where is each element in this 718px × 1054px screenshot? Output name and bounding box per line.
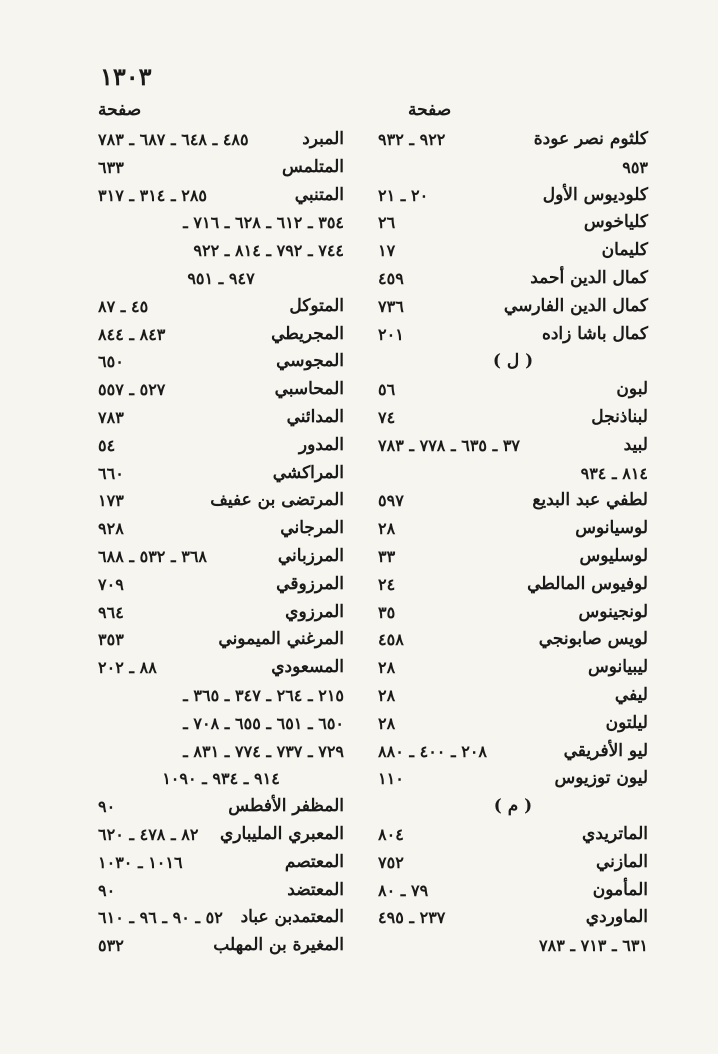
entry-page-numbers: ٤٥٩ [378, 268, 404, 288]
index-entry-continuation [98, 765, 344, 793]
index-entry [98, 432, 344, 460]
entry-name: لبيد [623, 434, 648, 455]
entry-page-numbers: ٢٨ [378, 685, 396, 705]
index-entry [98, 571, 344, 599]
index-entry [378, 682, 648, 710]
entry-name: كليمان [601, 240, 648, 261]
index-entry [98, 932, 344, 960]
index-entry [378, 626, 648, 654]
index-entry [378, 237, 648, 265]
entry-name: لوفيوس المالطي [527, 573, 648, 594]
index-entry [98, 877, 344, 905]
entry-page-numbers: ٦٥٠ ـ ٦٥١ ـ ٦٥٥ ـ ٧٠٨ ـ [183, 713, 344, 733]
page-column-header: صفحة [98, 100, 142, 120]
index-entry [378, 765, 648, 793]
entry-name: لبناذنجل [591, 406, 648, 427]
entry-page-numbers: ٩٦٤ [98, 602, 124, 622]
entry-name: ليبيانوس [587, 657, 648, 678]
index-entry [378, 432, 648, 460]
entry-name: لوسيانوس [575, 518, 648, 539]
index-entry [378, 599, 648, 627]
entry-page-numbers: ٩٥٣ [622, 157, 648, 177]
index-entry-continuation [98, 237, 344, 265]
entry-page-numbers: ٦٥٠ [98, 352, 124, 372]
index-entry [98, 821, 344, 849]
index-entry [378, 849, 648, 877]
entry-page-numbers: ٩٠ [98, 880, 116, 900]
entry-page-numbers: ٣٥٤ ـ ٦١٢ ـ ٦٢٨ ـ ٧١٦ ـ [183, 213, 344, 233]
index-entry [98, 404, 344, 432]
entry-page-numbers: ٩٢٨ [98, 519, 124, 539]
entry-name: ليفي [614, 684, 648, 705]
entry-page-numbers: ٤٨٥ ـ ٦٤٨ ـ ٦٨٧ ـ ٧٨٣ [98, 130, 249, 149]
index-entry [378, 376, 648, 404]
index-entry [98, 904, 344, 932]
entry-page-numbers: ٢١٥ ـ ٢٦٤ ـ ٣٤٧ ـ ٣٦٥ ـ [183, 685, 344, 705]
entry-page-numbers: ٧٤٤ ـ ٧٩٢ ـ ٨١٤ ـ ٩٢٢ [193, 241, 344, 261]
index-entry [98, 126, 344, 154]
index-entry [378, 321, 648, 349]
index-column-left [98, 100, 344, 960]
entry-page-numbers: ٢٨ [378, 713, 396, 733]
index-entry [378, 543, 648, 571]
entry-name: كلوديوس الأول [542, 184, 648, 205]
entry-name: كمال الدين أحمد [530, 267, 648, 288]
entry-name: المسعودي [271, 657, 344, 678]
entry-name: المتلمس [282, 156, 344, 177]
index-rows [378, 126, 648, 960]
entry-name: لويس صابونجي [538, 629, 648, 650]
entry-page-numbers: ٨٨ ـ ٢٠٢ [98, 658, 157, 678]
entry-page-numbers: ٢٠١ [378, 324, 404, 344]
entry-page-numbers: ١٠١٦ ـ ١٠٣٠ [98, 852, 183, 872]
entry-page-numbers: ٨٠٤ [378, 824, 404, 844]
index-entry [98, 154, 344, 182]
index-entry [378, 571, 648, 599]
index-entry [378, 182, 648, 210]
index-entry [98, 460, 344, 488]
index-entry [98, 376, 344, 404]
entry-name: المتنبي [294, 184, 344, 205]
entry-name: المحاسبي [274, 379, 344, 400]
index-entry [98, 487, 344, 515]
section-letter-heading: ( م ) [493, 796, 533, 817]
entry-name: ليو الأفريقي [563, 740, 648, 761]
index-entry [98, 793, 344, 821]
entry-page-numbers: ٧٥٢ [378, 852, 404, 872]
entry-page-numbers: ٦٣١ ـ ٧١٣ ـ ٧٨٣ [539, 936, 648, 956]
entry-page-numbers: ١١٠ [378, 769, 404, 789]
index-entry-continuation [98, 710, 344, 738]
entry-page-numbers: ٨٤٣ ـ ٨٤٤ [98, 324, 166, 344]
entry-page-numbers: ٢٨٥ ـ ٣١٤ ـ ٣١٧ [98, 185, 207, 205]
entry-page-numbers: ٧٣٦ [378, 296, 404, 316]
index-entry-continuation [98, 209, 344, 237]
entry-page-numbers: ٧٢٩ ـ ٧٣٧ ـ ٧٧٤ ـ ٨٣١ ـ [183, 741, 344, 761]
entry-page-numbers: ٤٥٨ [378, 630, 404, 650]
index-entry [378, 404, 648, 432]
index-entry [98, 654, 344, 682]
entry-page-numbers: ٥٢٧ ـ ٥٥٧ [98, 380, 166, 400]
index-entry [98, 348, 344, 376]
entry-name: المعتمدبن عباد [240, 907, 344, 928]
entry-name: كمال باشا زاده [541, 323, 648, 344]
entry-name: المتوكل [289, 295, 344, 316]
entry-name: لونجينوس [578, 601, 648, 622]
index-entry [378, 515, 648, 543]
entry-name: المرجاني [280, 518, 344, 539]
entry-name: لبون [616, 379, 648, 400]
entry-name: المدائني [286, 406, 344, 427]
entry-page-numbers: ٩١٤ ـ ٩٣٤ ـ ١٠٩٠ [162, 769, 280, 789]
index-entry [378, 209, 648, 237]
index-entry-continuation [378, 460, 648, 488]
entry-name: المدور [298, 434, 344, 455]
index-entry [378, 821, 648, 849]
index-entry [378, 265, 648, 293]
index-entry [98, 293, 344, 321]
index-entry [378, 487, 648, 515]
entry-name: كلثوم نصر عودة [533, 129, 648, 149]
entry-page-numbers: ٥٤ [98, 435, 116, 455]
entry-page-numbers: ٣٥ [378, 602, 396, 622]
index-entry [98, 321, 344, 349]
entry-page-numbers: ٥٣٢ [98, 936, 124, 956]
index-entry [98, 543, 344, 571]
index-rows [98, 126, 344, 960]
entry-name: كمال الدين الفارسي [503, 295, 648, 316]
entry-name: ليون توزيوس [554, 768, 648, 789]
entry-name: المرزوي [285, 601, 344, 622]
index-entry-continuation [378, 932, 648, 960]
index-entry [378, 293, 648, 321]
entry-page-numbers: ٧٩ ـ ٨٠ [378, 880, 429, 900]
entry-page-numbers: ٢٠٨ ـ ٤٠٠ ـ ٨٨٠ [378, 741, 487, 761]
entry-page-numbers: ٣٥٣ [98, 630, 124, 650]
index-entry [378, 710, 648, 738]
entry-page-numbers: ٢٠ ـ ٢١ [378, 185, 429, 205]
entry-name: المعبري المليباري [220, 823, 344, 844]
entry-name: المراكشي [272, 462, 344, 483]
entry-name: المظفر الأفطس [228, 796, 344, 817]
entry-page-numbers: ٩٠ [98, 797, 116, 817]
entry-page-numbers: ١٧ [378, 241, 396, 261]
index-entry [378, 877, 648, 905]
entry-name: المرغني الميموني [218, 629, 344, 650]
entry-page-numbers: ٧٠٩ [98, 574, 124, 594]
entry-page-numbers: ٣٧ ـ ٦٣٥ ـ ٧٧٨ ـ ٧٨٣ [378, 435, 521, 455]
entry-name: المجوسي [276, 351, 344, 372]
entry-name: المعتضد [287, 879, 344, 900]
section-letter-heading: ( ل ) [492, 351, 534, 372]
entry-page-numbers: ٣٣ [378, 546, 396, 566]
entry-page-numbers: ٢٨ [378, 658, 396, 678]
page-column-header: صفحة [408, 100, 452, 120]
entry-name: المعتصم [284, 851, 344, 872]
index-entry [378, 126, 648, 154]
index-entry [98, 182, 344, 210]
entry-page-numbers: ٦٣٣ [98, 157, 124, 177]
index-entry-continuation [98, 682, 344, 710]
index-entry [98, 626, 344, 654]
entry-name: لوسليوس [579, 545, 648, 566]
entry-page-numbers: ٢٣٧ ـ ٤٩٥ [378, 908, 446, 928]
entry-page-numbers: ٥٦ [378, 380, 396, 400]
entry-name: الماوردي [585, 907, 648, 928]
page-number: ١٣٠٣ [100, 62, 152, 91]
entry-page-numbers: ١٧٣ [98, 491, 124, 511]
entry-page-numbers: ٢٤ [378, 574, 396, 594]
entry-page-numbers: ٦٦٠ [98, 463, 124, 483]
entry-name: ليلتون [605, 712, 648, 733]
entry-page-numbers: ٨١٤ ـ ٩٣٤ [580, 463, 648, 483]
index-entry [98, 849, 344, 877]
index-entry [378, 904, 648, 932]
entry-name: المجريطي [271, 323, 344, 344]
entry-name: لطفي عبد البديع [532, 490, 648, 511]
entry-page-numbers: ٥٢ ـ ٩٠ ـ ٩٦ ـ ٦١٠ [98, 908, 223, 928]
entry-name: المرزباني [277, 545, 344, 566]
entry-name: المازني [595, 851, 648, 872]
index-entry [378, 738, 648, 766]
entry-page-numbers: ٢٨ [378, 519, 396, 539]
entry-page-numbers: ٩٢٢ ـ ٩٣٢ [378, 130, 446, 149]
entry-name: الماتريدي [582, 823, 648, 844]
entry-name: المبرد [302, 129, 344, 149]
entry-page-numbers: ٥٩٧ [378, 491, 404, 511]
entry-name: المرزوقي [276, 573, 344, 594]
index-entry-continuation [98, 738, 344, 766]
entry-name: كلياخوس [583, 212, 648, 233]
index-entry-continuation [98, 265, 344, 293]
entry-page-numbers: ٩٤٧ ـ ٩٥١ [187, 268, 255, 288]
index-entry [98, 599, 344, 627]
entry-page-numbers: ٨٢ ـ ٤٧٨ ـ ٦٢٠ [98, 824, 199, 844]
entry-name: المأمون [592, 879, 648, 900]
entry-page-numbers: ٧٨٣ [98, 407, 124, 427]
entry-page-numbers: ٤٥ ـ ٨٧ [98, 296, 149, 316]
index-entry [98, 515, 344, 543]
index-entry [378, 654, 648, 682]
entry-name: المغيرة بن المهلب [213, 935, 344, 956]
entry-page-numbers: ٣٦٨ ـ ٥٣٢ ـ ٦٨٨ [98, 546, 207, 566]
entry-page-numbers: ٢٦ [378, 213, 396, 233]
index-column-right [378, 100, 648, 960]
index-entry-continuation [378, 154, 648, 182]
entry-page-numbers: ٧٤ [378, 407, 396, 427]
entry-name: المرتضى بن عفيف [210, 490, 344, 511]
